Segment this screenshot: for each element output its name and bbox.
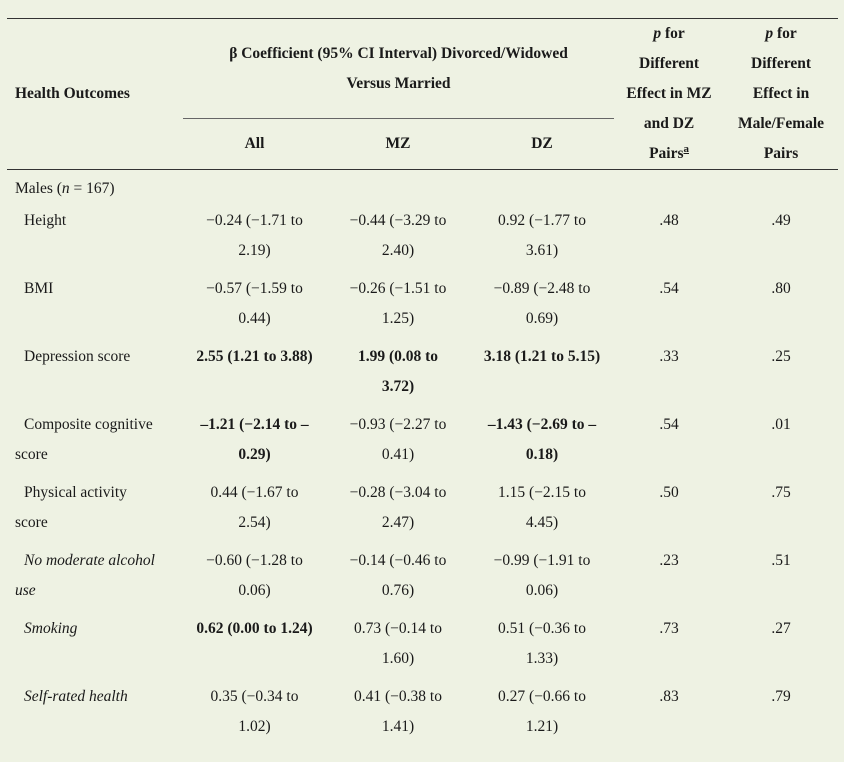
cell-all-line1: 0.44 (−1.67 to <box>210 484 299 501</box>
row-label <box>7 476 183 544</box>
cell-dz-line1: –1.43 (−2.69 to – <box>487 416 597 433</box>
cell-all <box>183 476 326 544</box>
cell-all-line2: 0.29) <box>238 446 271 463</box>
row-label <box>7 204 183 272</box>
header-beta-coefficient-group <box>183 19 614 119</box>
header-dz: DZ <box>470 119 614 170</box>
cell-mz <box>326 680 470 748</box>
cell-dz <box>470 544 614 612</box>
section-n: n <box>61 180 70 197</box>
cell-p-sex: .80 <box>771 280 791 297</box>
cell-dz-line1: −0.89 (−2.48 to <box>493 280 591 297</box>
cell-mz <box>326 476 470 544</box>
footnote-a-link[interactable]: a <box>683 142 689 155</box>
row-label <box>7 272 183 340</box>
cell-dz <box>470 340 614 408</box>
header-mz: MZ <box>326 119 470 170</box>
section-suffix: = 167) <box>69 180 115 197</box>
header-health-outcomes: Health Outcomes <box>7 19 183 170</box>
cell-mz-line2: 3.72) <box>381 378 415 395</box>
cell-dz-line1: 1.15 (−2.15 to <box>498 484 586 501</box>
cell-dz-line2: 1.33) <box>525 650 559 667</box>
row-label-line2: use <box>15 582 36 599</box>
cell-p-mz-dz: .73 <box>659 620 679 637</box>
row-label <box>7 544 183 612</box>
row-label-line2: score <box>15 446 48 463</box>
cell-dz-line2: 3.61) <box>525 242 559 259</box>
header-p-mz-dz <box>614 19 724 170</box>
header-p-sex-line3: Effect in <box>752 85 810 102</box>
header-p-sex <box>724 19 838 170</box>
table-row <box>7 476 838 544</box>
header-p-mz-dz-line2: Different <box>639 55 700 72</box>
section-row-males <box>7 170 838 205</box>
row-label <box>7 408 183 476</box>
cell-all <box>183 680 326 748</box>
table-body <box>7 170 838 749</box>
table-row <box>7 544 838 612</box>
cell-p-sex: .01 <box>771 416 791 433</box>
cell-all-line1: −0.24 (−1.71 to <box>206 212 303 229</box>
header-p-sex-line4: Male/Female <box>737 115 825 132</box>
cell-mz <box>326 204 470 272</box>
cell-all <box>183 272 326 340</box>
cell-all <box>183 612 326 680</box>
cell-mz-line1: −0.14 (−0.46 to <box>349 552 447 569</box>
row-label-line2: score <box>15 514 48 531</box>
header-p-sex-line5: Pairs <box>763 145 799 162</box>
cell-all-line1: −0.60 (−1.28 to <box>206 552 303 569</box>
cell-p-sex: .79 <box>771 688 791 705</box>
header-p-mz-dz-line1 <box>614 19 724 49</box>
cell-dz-line1: 0.51 (−0.36 to <box>498 620 586 637</box>
row-label <box>7 612 183 680</box>
table-row <box>7 204 838 272</box>
cell-dz-line2: 1.21) <box>525 718 559 735</box>
cell-dz-line1: 3.18 (1.21 to 5.15) <box>483 348 601 365</box>
cell-p-sex: .25 <box>771 348 791 365</box>
results-table <box>7 18 838 748</box>
cell-dz-line2: 4.45) <box>525 514 559 531</box>
row-label-line1: Height <box>24 212 67 229</box>
cell-dz-line2: 0.06) <box>525 582 559 599</box>
row-label-line1: Self-rated health <box>24 688 128 705</box>
cell-all-line1: 2.55 (1.21 to 3.88) <box>196 348 313 365</box>
cell-dz-line1: 0.92 (−1.77 to <box>498 212 586 229</box>
cell-mz <box>326 544 470 612</box>
cell-all <box>183 204 326 272</box>
cell-mz-line1: 0.41 (−0.38 to <box>354 688 442 705</box>
cell-p-mz-dz: .50 <box>659 484 679 501</box>
section-prefix: Males ( <box>15 180 62 197</box>
cell-all-line2: 0.44) <box>238 310 271 327</box>
cell-dz-line1: −0.99 (−1.91 to <box>493 552 591 569</box>
table-row <box>7 612 838 680</box>
cell-mz <box>326 340 470 408</box>
header-all: All <box>183 119 326 170</box>
header-p-sex-line1 <box>724 19 838 49</box>
header-group-line1: β Coefficient (95% CI Interval) Divorced/Widowed <box>229 44 568 62</box>
row-label <box>7 340 183 408</box>
cell-dz-line2: 0.69) <box>525 310 559 327</box>
cell-all <box>183 408 326 476</box>
cell-all-line1: –1.21 (−2.14 to – <box>200 416 309 433</box>
cell-p-mz-dz: .48 <box>659 212 679 229</box>
table-header <box>7 19 838 170</box>
cell-mz-line2: 0.76) <box>381 582 415 599</box>
cell-p-mz-dz: .83 <box>659 688 679 705</box>
header-p-mz-dz-line3: Effect in MZ <box>626 85 712 102</box>
row-label-line1: No moderate alcohol <box>24 552 155 569</box>
cell-all-line1: 0.62 (0.00 to 1.24) <box>196 620 313 637</box>
header-p-mz-dz-pairs: Pairs <box>649 145 684 162</box>
cell-mz-line1: −0.44 (−3.29 to <box>349 212 447 229</box>
cell-p-mz-dz: .54 <box>659 280 679 297</box>
cell-p-sex: .51 <box>771 552 791 569</box>
cell-mz <box>326 272 470 340</box>
cell-mz-line2: 0.41) <box>381 446 415 463</box>
cell-mz-line1: −0.28 (−3.04 to <box>349 484 447 501</box>
header-p-mz-dz-line5 <box>614 139 724 169</box>
cell-dz <box>470 680 614 748</box>
cell-dz <box>470 272 614 340</box>
cell-mz-line1: 1.99 (0.08 to <box>357 348 439 365</box>
row-label-line1: BMI <box>24 280 54 297</box>
row-label-line1: Depression score <box>24 348 131 365</box>
header-p-mz-dz-line4: and DZ <box>643 115 695 132</box>
table-row <box>7 408 838 476</box>
cell-p-sex: .49 <box>771 212 791 229</box>
row-label-line1: Physical activity <box>24 484 127 501</box>
cell-dz <box>470 204 614 272</box>
cell-all <box>183 544 326 612</box>
header-p-mz-dz-for: for <box>661 25 685 42</box>
header-p-mz-dz-p: p <box>653 25 662 42</box>
cell-mz-line2: 1.60) <box>381 650 415 667</box>
cell-all-line2: 2.54) <box>238 514 271 531</box>
cell-mz-line1: −0.93 (−2.27 to <box>349 416 447 433</box>
cell-mz-line1: 0.73 (−0.14 to <box>354 620 442 637</box>
header-p-sex-for: for <box>773 25 797 42</box>
row-label-line1: Composite cognitive <box>24 416 153 433</box>
cell-p-mz-dz: .23 <box>659 552 679 569</box>
cell-mz <box>326 612 470 680</box>
cell-all-line1: 0.35 (−0.34 to <box>210 688 299 705</box>
cell-all-line2: 1.02) <box>238 718 271 735</box>
row-label <box>7 680 183 748</box>
cell-p-mz-dz: .54 <box>659 416 679 433</box>
table-row <box>7 340 838 408</box>
cell-mz-line1: −0.26 (−1.51 to <box>349 280 447 297</box>
cell-p-sex: .27 <box>771 620 791 637</box>
cell-mz-line2: 1.41) <box>381 718 415 735</box>
table-row <box>7 272 838 340</box>
cell-dz <box>470 612 614 680</box>
cell-dz-line1: 0.27 (−0.66 to <box>498 688 586 705</box>
row-label-line1: Smoking <box>24 620 78 637</box>
cell-all <box>183 340 326 408</box>
cell-mz-line2: 2.47) <box>381 514 415 531</box>
cell-dz <box>470 476 614 544</box>
cell-all-line2: 2.19) <box>238 242 271 259</box>
cell-mz-line2: 1.25) <box>381 310 415 327</box>
cell-p-mz-dz: .33 <box>659 348 679 365</box>
section-label <box>7 170 838 205</box>
table-row <box>7 680 838 748</box>
header-p-sex-line2: Different <box>751 55 812 72</box>
cell-dz <box>470 408 614 476</box>
cell-mz <box>326 408 470 476</box>
header-group-line2: Versus Married <box>346 74 451 92</box>
cell-all-line2: 0.06) <box>238 582 271 599</box>
cell-mz-line2: 2.40) <box>381 242 415 259</box>
cell-dz-line2: 0.18) <box>525 446 559 463</box>
header-p-sex-p: p <box>765 25 774 42</box>
cell-all-line1: −0.57 (−1.59 to <box>206 280 303 297</box>
cell-p-sex: .75 <box>771 484 791 501</box>
